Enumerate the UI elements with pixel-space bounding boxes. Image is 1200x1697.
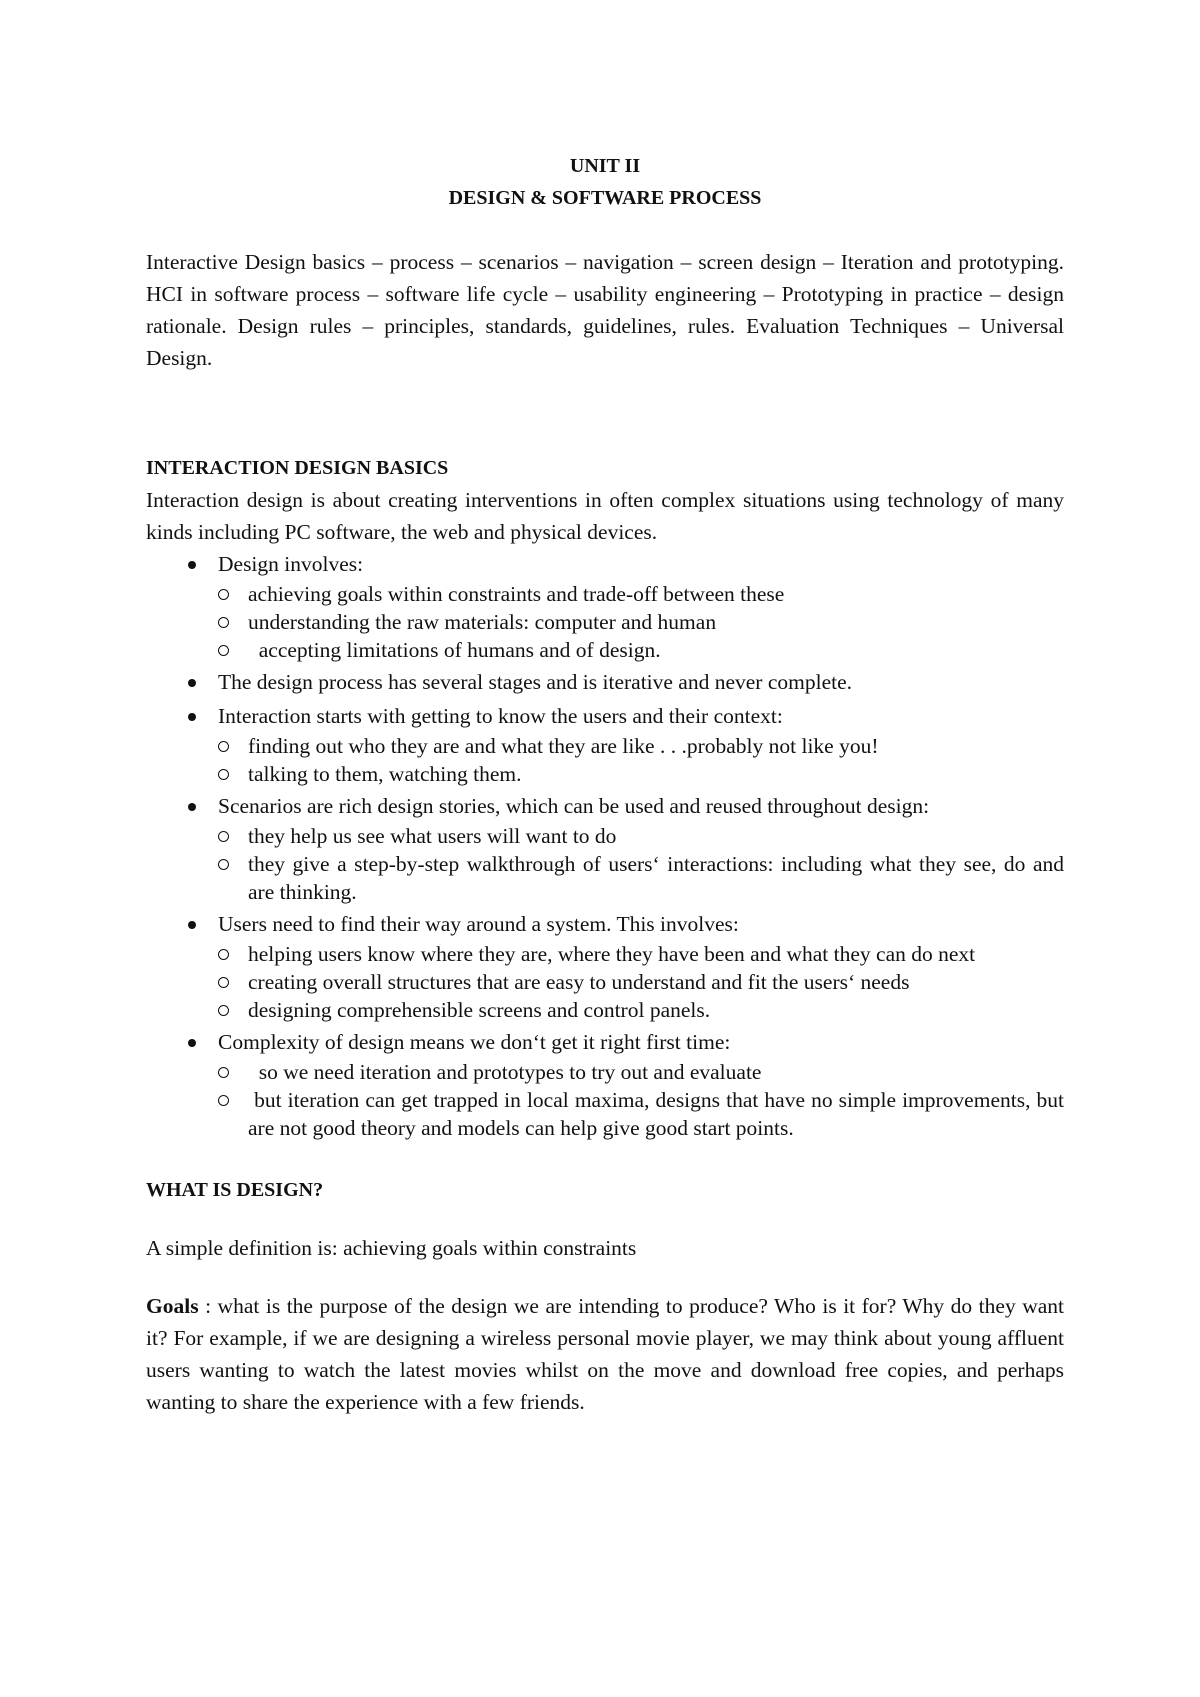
goals-text: : what is the purpose of the design we are intending to produce? Who is it for? Why do they want it? For example, if we are designing a wireless personal movie player, we may think about young affluent users wanting to watch the latest movies whilst on the move and download free copies, and perhaps wanting to share the experience with a few friends. xyxy=(146,1294,1064,1414)
sub-item xyxy=(218,732,1064,760)
sub-item-text: they give a step-by-step walkthrough of users‘ interactions: including what they see, do and are thinking. xyxy=(248,852,1070,904)
bullet-dot-icon xyxy=(188,1039,196,1047)
bullet-list xyxy=(146,548,1070,1142)
bullet-item xyxy=(146,790,1070,906)
section-heading-interaction-design: INTERACTION DESIGN BASICS xyxy=(146,457,449,479)
unit-number: UNIT II xyxy=(569,155,641,177)
sub-item xyxy=(218,850,1070,906)
sub-list xyxy=(218,580,1064,664)
circle-bullet-icon xyxy=(218,949,229,960)
document-page xyxy=(146,150,1070,1418)
bullet-item xyxy=(146,1026,1070,1142)
sub-item-text: achieving goals within constraints and trade-off between these xyxy=(248,582,785,606)
circle-bullet-icon xyxy=(218,977,229,988)
sub-item xyxy=(218,822,1064,850)
goals-paragraph xyxy=(146,1290,1064,1418)
sub-item-text: designing comprehensible screens and control panels. xyxy=(248,998,711,1022)
circle-bullet-icon xyxy=(218,1067,229,1078)
sub-item xyxy=(218,608,1064,636)
bullet-dot-icon xyxy=(188,921,196,929)
bullet-text: Users need to find their way around a system. This involves: xyxy=(218,912,739,936)
bullet-text: Interaction starts with getting to know the users and their context: xyxy=(218,704,783,728)
sub-item xyxy=(218,996,1064,1024)
bullet-item xyxy=(146,548,1064,664)
syllabus-paragraph: Interactive Design basics – process – scenarios – navigation – screen design – Iteration and prototyping. HCI in software process – software life cycle – usability engineering – Prototyping in practice – design rationale. Design rules – principles, standards, guidelines, rules. Evaluation Techniques – Universal Design. xyxy=(146,250,1064,370)
circle-bullet-icon xyxy=(218,741,229,752)
circle-bullet-icon xyxy=(218,859,229,870)
goals-label: Goals xyxy=(146,1294,199,1318)
sub-item-text: but iteration can get trapped in local maxima, designs that have no simple improvements, but are not good theory and models can help give good start points. xyxy=(248,1088,1070,1140)
sub-item xyxy=(218,636,1064,664)
section-heading-what-is-design: WHAT IS DESIGN? xyxy=(146,1179,324,1201)
sub-item xyxy=(218,1058,1064,1086)
sub-item-text: understanding the raw materials: computer and human xyxy=(248,610,717,634)
bullet-dot-icon xyxy=(188,679,196,687)
bullet-item xyxy=(146,666,1064,698)
bullet-item xyxy=(146,700,1064,788)
circle-bullet-icon xyxy=(218,831,229,842)
sub-item-text: so we need iteration and prototypes to try out and evaluate xyxy=(248,1060,762,1084)
sub-list xyxy=(218,1058,1070,1142)
circle-bullet-icon xyxy=(218,769,229,780)
circle-bullet-icon xyxy=(218,645,229,656)
sub-list xyxy=(218,940,1064,1024)
sub-item-text: creating overall structures that are easy to understand and fit the users‘ needs xyxy=(248,970,910,994)
circle-bullet-icon xyxy=(218,589,229,600)
sub-item-text: accepting limitations of humans and of design. xyxy=(248,638,661,662)
bullet-dot-icon xyxy=(188,803,196,811)
circle-bullet-icon xyxy=(218,1095,229,1106)
bullet-item xyxy=(146,908,1064,1024)
sub-item-text: helping users know where they are, where they have been and what they can do next xyxy=(248,942,976,966)
section-intro: Interaction design is about creating interventions in often complex situations using technology of many kinds including PC software, the web and physical devices. xyxy=(146,488,1064,544)
bullet-text: Design involves: xyxy=(218,552,364,576)
sub-list xyxy=(218,822,1070,906)
sub-item xyxy=(218,940,1064,968)
sub-list xyxy=(218,732,1064,788)
circle-bullet-icon xyxy=(218,1005,229,1016)
definition-paragraph: A simple definition is: achieving goals within constraints xyxy=(146,1236,637,1260)
sub-item xyxy=(218,968,1064,996)
circle-bullet-icon xyxy=(218,617,229,628)
bullet-text: Scenarios are rich design stories, which can be used and reused throughout design: xyxy=(218,794,930,818)
sub-item xyxy=(218,580,1064,608)
unit-title: DESIGN & SOFTWARE PROCESS xyxy=(448,187,762,209)
bullet-dot-icon xyxy=(188,713,196,721)
sub-item-text: they help us see what users will want to do xyxy=(248,824,617,848)
bullet-dot-icon xyxy=(188,561,196,569)
sub-item-text: talking to them, watching them. xyxy=(248,762,522,786)
sub-item xyxy=(218,760,1064,788)
bullet-text: The design process has several stages and is iterative and never complete. xyxy=(218,670,853,694)
sub-item-text: finding out who they are and what they are like . . .probably not like you! xyxy=(248,734,879,758)
bullet-text: Complexity of design means we don‘t get it right first time: xyxy=(218,1030,731,1054)
sub-item xyxy=(218,1086,1070,1142)
